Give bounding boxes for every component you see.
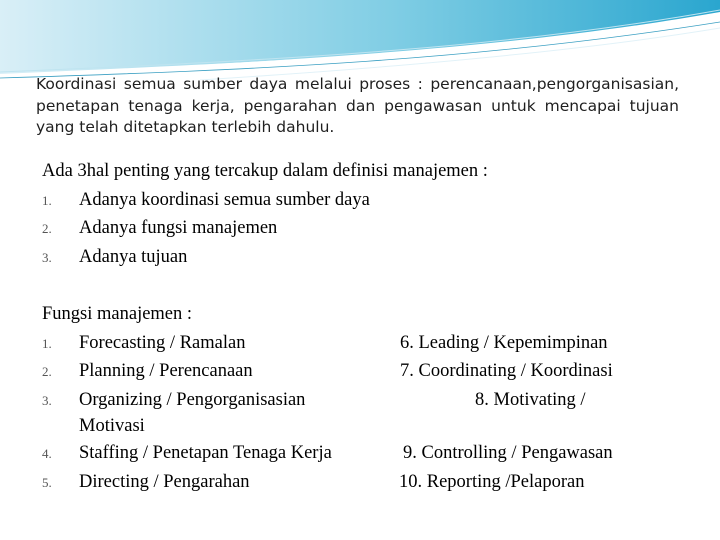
list-number: 3. [42,249,52,265]
list-number: 1. [42,192,52,208]
section-functions [42,300,682,496]
function-right-item: 8. Motivating / [475,389,586,410]
function-row [42,439,682,468]
function-row [42,329,682,358]
section-elements [42,157,682,271]
function-right-item: 9. Controlling / Pengawasan [403,443,613,463]
list-item-text: Adanya koordinasi semua sumber daya [79,189,370,210]
list-item-text: Planning / Perencanaan [79,361,253,381]
list-number: 2. [42,364,52,379]
list-item-text: Adanya fungsi manajemen [79,218,278,238]
list-number: 4. [42,446,52,461]
list-number: 2. [42,221,52,236]
section-heading: Fungsi manajemen : [42,304,193,324]
list-item-text: Organizing / Pengorganisasian [79,389,306,410]
function-right-item: 10. Reporting /Pelaporan [399,471,585,492]
function-row [42,468,682,497]
list-number: 5. [42,474,52,490]
list-number: 1. [42,335,52,351]
list-item-text: Forecasting / Ramalan [79,332,246,353]
list-item-text: Adanya tujuan [79,246,188,267]
function-row [42,357,682,386]
list-item [42,243,682,272]
list-item [42,214,682,243]
header-wave-decoration [0,0,720,80]
list-item-text: Staffing / Penetapan Tenaga Kerja [79,443,332,463]
list-number: 3. [42,392,52,408]
function-right-item: 6. Leading / Kepemimpinan [400,332,608,353]
list-item-text: Directing / Pengarahan [79,471,250,492]
function-row [42,386,682,415]
wrapped-text: Motivasi [79,416,145,436]
function-right-item: 7. Coordinating / Koordinasi [400,361,613,381]
section-heading: Ada 3hal penting yang tercakup dalam definisi manajemen : [42,161,488,181]
list-item [42,186,682,215]
intro-paragraph: Koordinasi semua sumber daya melalui proses : perencanaan,pengorganisasian, penetapan tenaga kerja, pengarahan dan pengawasan untuk mencapai tujuan yang telah ditetapkan terlebih dahulu. [36,75,679,136]
wrapped-text-line [42,414,682,439]
